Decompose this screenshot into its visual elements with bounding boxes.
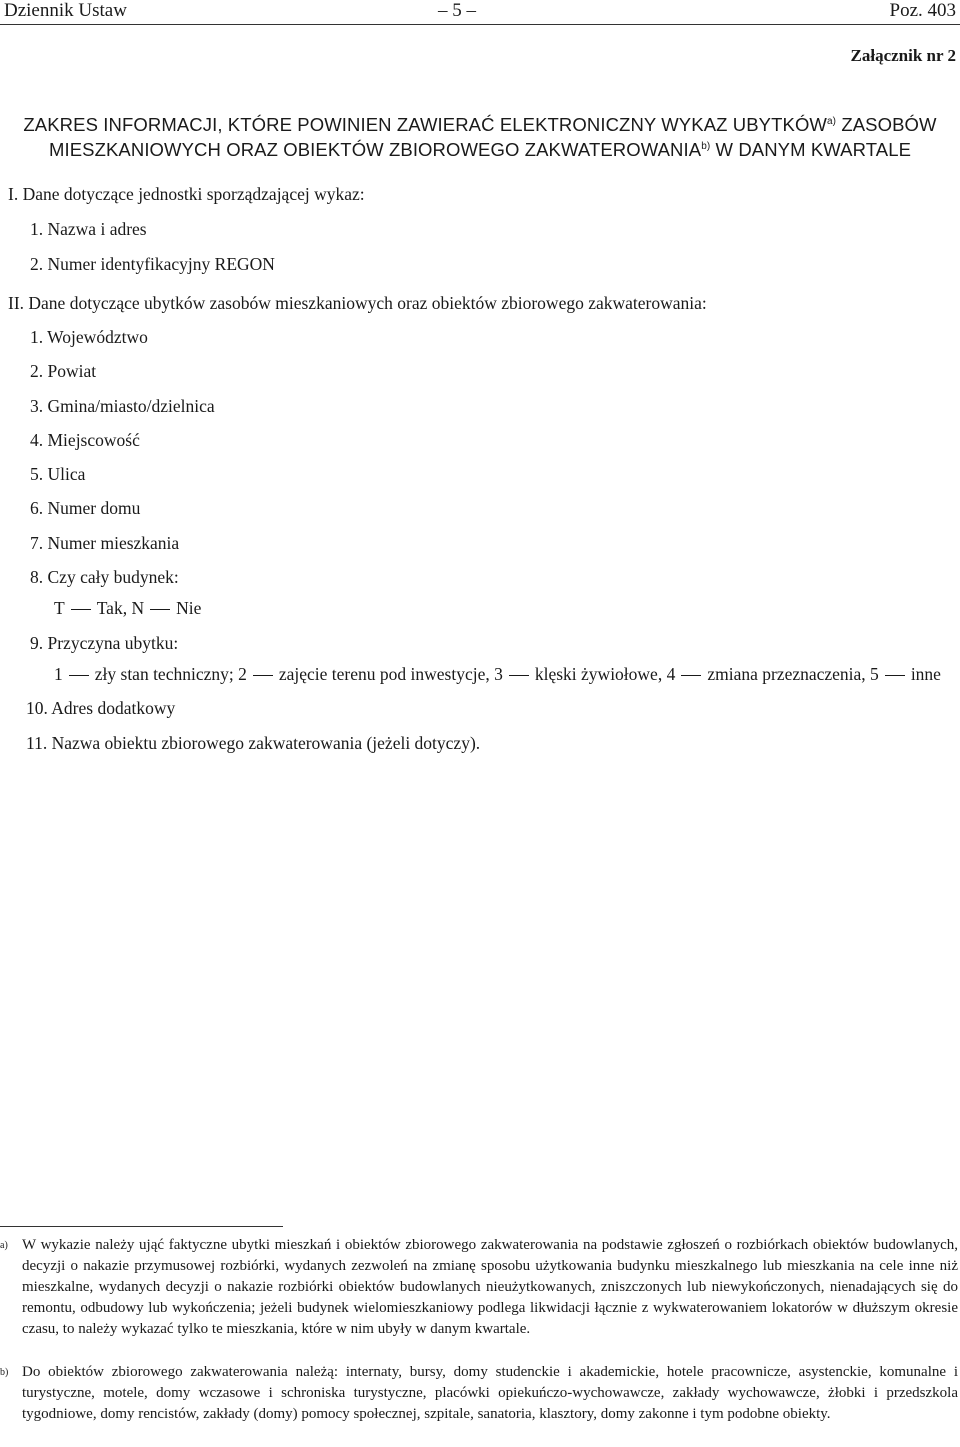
page-header <box>0 0 960 24</box>
section-2-item: 5. Ulica <box>30 464 86 484</box>
dash <box>253 675 273 676</box>
section-2-item: 6. Numer domu <box>30 498 141 518</box>
dash <box>150 609 170 610</box>
section-2-item: 11. Nazwa obiektu zbiorowego zakwaterowania (jeżeli dotyczy). <box>26 733 481 753</box>
footnote-ref-b[interactable]: b) <box>701 140 711 152</box>
section-2-item: 3. Gmina/miasto/dzielnica <box>30 396 215 416</box>
title-text: ZAKRES INFORMACJI, KTÓRE POWINIEN ZAWIERAĆ ELEKTRONICZNY WYKAZ UBYTKÓW <box>23 114 827 135</box>
footnote-ref-a[interactable]: a) <box>827 115 837 127</box>
dash <box>885 675 905 676</box>
section-2-item: 2. Powiat <box>30 361 97 381</box>
annex-label: Załącznik nr 2 <box>850 46 956 65</box>
dash <box>681 675 701 676</box>
title-text: ZASOBÓW <box>836 114 937 135</box>
section-1-item: 2. Numer identyfikacyjny REGON <box>30 254 275 274</box>
dash <box>71 609 91 610</box>
footnote-b-text: Do obiektów zbiorowego zakwaterowania należą: internaty, bursy, domy studenckie i akademickie, hotele pracownicze, asystenckie, komunalne i turystyczne, motele, domy wczasowe i schroniska turystyczne, placówki opiekuńczo-wychowawcze, zakłady wychowawcze, żłobki i przedszkola tygodniowe, domy rencistów, zakłady (domy) pomocy społecznej, szpitale, sanatoria, klasztory, domy zakonne i tym podobne obiekty. <box>22 1364 958 1422</box>
footnote-mark-a: a) <box>0 1240 8 1251</box>
section-1-item: 1. Nazwa i adres <box>30 219 147 239</box>
section-2-item: 7. Numer mieszkania <box>30 533 180 553</box>
title-line-2 <box>8 139 952 161</box>
title-line-1 <box>8 114 952 136</box>
section-2-item: 10. Adres dodatkowy <box>26 698 176 718</box>
section-2-item: 8. Czy cały budynek: <box>30 567 179 587</box>
footnote-a-text: W wykazie należy ująć faktyczne ubytki mieszkań i obiektów zbiorowego zakwaterowania na podstawie zgłoszeń o rozbiórkach obiektów budowlanych, decyzji o nakazie przymusowej rozbiórki, wydanych zezwoleń na zmianę sposobu użytkowania budynku mieszkalnego lub mieszkania na cele inne niż mieszkalne, wydanych decyzji o nakazie rozbiórki obiektów budowlanych nieużytkowanych, zniszczonych lub niewykończonych, nienadających się do remontu, odbudowy lub wykończenia; jeżeli budynek wielomieszkaniowy podlega likwidacji łącznie z wykwaterowaniem lokatorów w dłuższym okresie czasu, to należy wykazać tylko te mieszkania, które w nim ubyły w danym kwartale. <box>22 1237 958 1337</box>
section-2-item: 9. Przyczyna ubytku: <box>30 633 179 653</box>
footnote-a <box>0 1235 958 1340</box>
section-2-heading: II. Dane dotyczące ubytków zasobów mieszkaniowych oraz obiektów zbiorowego zakwaterowania: <box>8 293 707 313</box>
header-divider <box>0 24 960 25</box>
page-number: – 5 – <box>438 0 476 21</box>
journal-name: Dziennik Ustaw <box>4 0 127 21</box>
footnote-divider <box>0 1226 283 1227</box>
title-text: MIESZKANIOWYCH ORAZ OBIEKTÓW ZBIOROWEGO ZAKWATEROWANIA <box>48 139 702 160</box>
section-2-item: 1. Województwo <box>30 327 148 347</box>
section-1-heading: I. Dane dotyczące jednostki sporządzającej wykaz: <box>8 184 365 204</box>
section-2-item: 4. Miejscowość <box>30 430 140 450</box>
title-text: W DANYM KWARTALE <box>710 139 912 160</box>
footnote-b <box>0 1362 958 1425</box>
dash <box>509 675 529 676</box>
item-8-options: T Tak, N Nie <box>54 598 202 618</box>
footnote-mark-b: b) <box>0 1367 9 1378</box>
position-number: Poz. 403 <box>889 0 956 21</box>
item-9-options: 1 zły stan techniczny; 2 zajęcie terenu pod inwestycje, 3 klęski żywiołowe, 4 zmiana przeznaczenia, 5 inne <box>54 664 941 684</box>
dash <box>69 675 89 676</box>
